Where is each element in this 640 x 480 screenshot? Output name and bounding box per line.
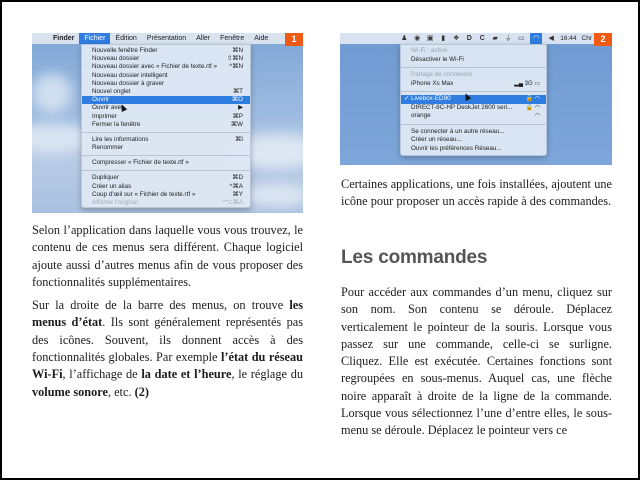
shortcut: ⌘Y: [232, 190, 243, 198]
cloud: [242, 183, 303, 208]
battery-meter-icon[interactable]: ▮: [441, 34, 446, 42]
menu-item-label: Lire les informations: [92, 135, 149, 143]
menu-item-label: Créer un alias: [92, 182, 132, 190]
text-run: . Ils sont généralement représentés pas des icônes. Souvent, ils donnent accès à des fonctionnalités globales. Par exemple: [32, 315, 303, 365]
left-column: [32, 222, 303, 407]
figure-badge: 2: [594, 33, 612, 46]
user-name[interactable]: Chr: [581, 35, 592, 42]
network-item[interactable]: [401, 104, 546, 113]
menu-separator: [82, 155, 250, 156]
menu-item[interactable]: [82, 144, 250, 152]
text-run: , le réglage du: [231, 367, 303, 382]
shortcut: ⌘P: [232, 112, 243, 120]
menu-item-label: Nouvel onglet: [92, 87, 131, 95]
hotspot-header: Partage de connexion: [411, 71, 473, 78]
status-menu-bar: [340, 33, 612, 44]
signal-3g-icon: ▂▄ 3G ▭: [514, 80, 540, 87]
paragraph: Selon l’application dans laquelle vous vous trouvez, le contenu de ces menus sera différent. Chaque logiciel ajoute aussi d’autres menus afin de vous proposer des fonctionnalités supplémentaires.: [32, 223, 303, 289]
menu-aide[interactable]: Aide: [254, 35, 269, 42]
paragraph: Pour accéder aux commandes d’un menu, cliquez sur son nom. Son contenu se déroule. Déplacez verticalement le pointeur de la souris. Lorsque vous passez sur une commande, celle-ci se surligne. Cliquez. Elle est exécutée. Certaines fonctions sont regroupées en sous-menus. Auquel cas, une flèche noire apparaît à droite de la ligne de la commande. Lorsque vous sélectionnez l’une d’entre elles, le sous-menu se déroule. Déplacez le pointeur vers ce: [341, 285, 612, 438]
menu-separator: [401, 67, 546, 68]
menu-item-label: Nouveau dossier intelligent: [92, 71, 168, 79]
wifi-status: Wi-Fi : activé: [411, 47, 448, 54]
text-run: , l’affichage de: [62, 367, 142, 382]
menu-item-label: Ouvrir: [92, 96, 110, 104]
bold-term: la date et l’heure: [141, 367, 232, 382]
fichier-dropdown: [81, 44, 251, 208]
section-heading: Les commandes: [341, 247, 488, 268]
bold-term: les menus d’état: [32, 298, 303, 330]
menu-item-label: Nouveau dossier à graver: [92, 79, 165, 87]
right-column-body: [341, 284, 612, 446]
d-app-icon[interactable]: D: [466, 34, 472, 42]
paragraph: Certaines applications, une fois installées, ajoutent une icône pour proposer un accès rapide à des commandes.: [341, 177, 612, 209]
menu-item-label: Compresser « Fichier de texte.rtf »: [92, 159, 189, 167]
wifi-toggle[interactable]: Désactiver le Wi-Fi: [411, 55, 464, 63]
hotspot-device[interactable]: [401, 80, 546, 89]
menu-item[interactable]: [82, 159, 250, 167]
shortcut: ^⌘A: [229, 182, 243, 190]
eye-icon[interactable]: ◉: [414, 34, 421, 42]
menu-separator: [82, 132, 250, 133]
menu-separator: [401, 91, 546, 92]
right-column-intro: [341, 176, 612, 217]
menu-item-label: Renommer: [92, 144, 124, 152]
menu-presentation[interactable]: Présentation: [146, 35, 187, 42]
apple-icon[interactable]: [32, 33, 48, 44]
wifi-icon[interactable]: ◠: [530, 33, 542, 44]
shortcut: ⌘I: [234, 135, 243, 143]
usb-icon[interactable]: ⏚: [504, 34, 512, 42]
airplay-icon[interactable]: ▭: [517, 34, 525, 42]
figure-reference: (2): [134, 384, 149, 399]
text-run: Sur la droite de la barre des menus, on trouve: [32, 298, 290, 313]
menu-item[interactable]: [82, 80, 250, 88]
menu-item-label: Fermer la fenêtre: [92, 120, 141, 128]
menu-item-label: Ouvrir avec: [92, 104, 125, 112]
menu-item-label: Nouveau dossier: [92, 55, 140, 63]
menu-fenetre[interactable]: Fenêtre: [220, 35, 245, 42]
wifi-action[interactable]: Créer un réseau...: [411, 136, 462, 143]
shortcut: ⌘W: [230, 120, 243, 128]
network-item-selected[interactable]: ✓ Livebox-ED90 🔒 ◠: [401, 95, 546, 104]
clock[interactable]: 16:44: [560, 35, 577, 42]
bold-term: volume sonore: [32, 384, 108, 399]
shortcut: ^⌥⌘A: [222, 199, 243, 206]
menu-item[interactable]: [82, 121, 250, 129]
menu-item[interactable]: [82, 88, 250, 96]
cloud: [32, 73, 72, 113]
network-item[interactable]: [401, 112, 546, 121]
screen-icon[interactable]: ▰: [492, 34, 498, 42]
menu-item-selected[interactable]: [82, 96, 250, 104]
menu-item-label: Imprimer: [92, 112, 117, 120]
menu-item-label: Dupliquer: [92, 174, 119, 182]
c-app-icon[interactable]: C: [479, 34, 485, 42]
menu-separator: [82, 170, 250, 171]
shortcut: ⌘D: [232, 174, 243, 182]
network-name: Livebox-ED90: [411, 95, 451, 102]
menu-item-submenu[interactable]: [82, 104, 250, 112]
shortcut: ⌘O: [231, 96, 243, 104]
network-type: 3G: [524, 80, 533, 87]
menu-item[interactable]: [82, 174, 250, 182]
menu-aller[interactable]: Aller: [196, 35, 211, 42]
menu-item[interactable]: [82, 72, 250, 80]
menu-item[interactable]: [82, 183, 250, 191]
menu-finder[interactable]: Finder: [53, 35, 75, 42]
menu-separator: [401, 124, 546, 125]
menu-item[interactable]: [82, 136, 250, 144]
menu-item[interactable]: [82, 47, 250, 55]
menu-item-disabled: [82, 199, 250, 207]
lock-wifi-icon: 🔒 ◠: [525, 104, 540, 111]
figure-finder-menu: [32, 33, 303, 213]
menu-item-label: Nouvelle fenêtre Finder: [92, 47, 158, 54]
menu-fichier[interactable]: Fichier: [79, 33, 110, 44]
menu-item[interactable]: [82, 113, 250, 121]
volume-icon[interactable]: ◀: [548, 34, 554, 42]
network-name: orange: [411, 112, 431, 119]
text-run: , etc.: [107, 384, 135, 399]
menu-item[interactable]: [82, 63, 250, 71]
menu-edition[interactable]: Édition: [115, 35, 137, 42]
wifi-dropdown: [400, 44, 547, 156]
display-icon[interactable]: ▣: [426, 34, 434, 42]
menu-item-label: Afficher l'original: [92, 199, 138, 206]
wifi-action[interactable]: Se connecter à un autre réseau...: [411, 127, 505, 135]
shortcut: ^⌘N: [229, 63, 243, 71]
bold-term: l’état du réseau Wi-Fi: [32, 350, 303, 382]
shortcut: ⇧⌘N: [226, 55, 243, 63]
menu-bar: [32, 33, 303, 44]
hotspot-device-label: iPhone Xs Max: [411, 79, 454, 87]
dropbox-icon[interactable]: ❖: [453, 34, 460, 42]
shortcut: ⌘N: [232, 47, 243, 54]
chevron-right-icon: ▶: [238, 104, 243, 112]
menu-item-label: Nouveau dossier avec « Fichier de texte.rtf »: [92, 63, 217, 71]
shortcut: ⌘T: [232, 87, 243, 95]
network-name: DIRECT-8C-HP DeskJet 2600 seri...: [411, 103, 513, 111]
lock-wifi-icon: 🔒 ◠: [525, 96, 540, 102]
figure-badge: 1: [285, 33, 303, 46]
menu-item-label: Coup d'œil sur « Fichier de texte.rtf »: [92, 190, 196, 198]
figure-wifi-menu: [340, 33, 612, 165]
menu-item[interactable]: [82, 191, 250, 199]
menu-item[interactable]: [82, 55, 250, 63]
wifi-action[interactable]: Ouvrir les préférences Réseau...: [411, 144, 502, 152]
wifi-signal-icon: ◠: [534, 113, 540, 119]
paragraph: [32, 297, 303, 401]
person-icon[interactable]: ♟: [401, 34, 408, 42]
